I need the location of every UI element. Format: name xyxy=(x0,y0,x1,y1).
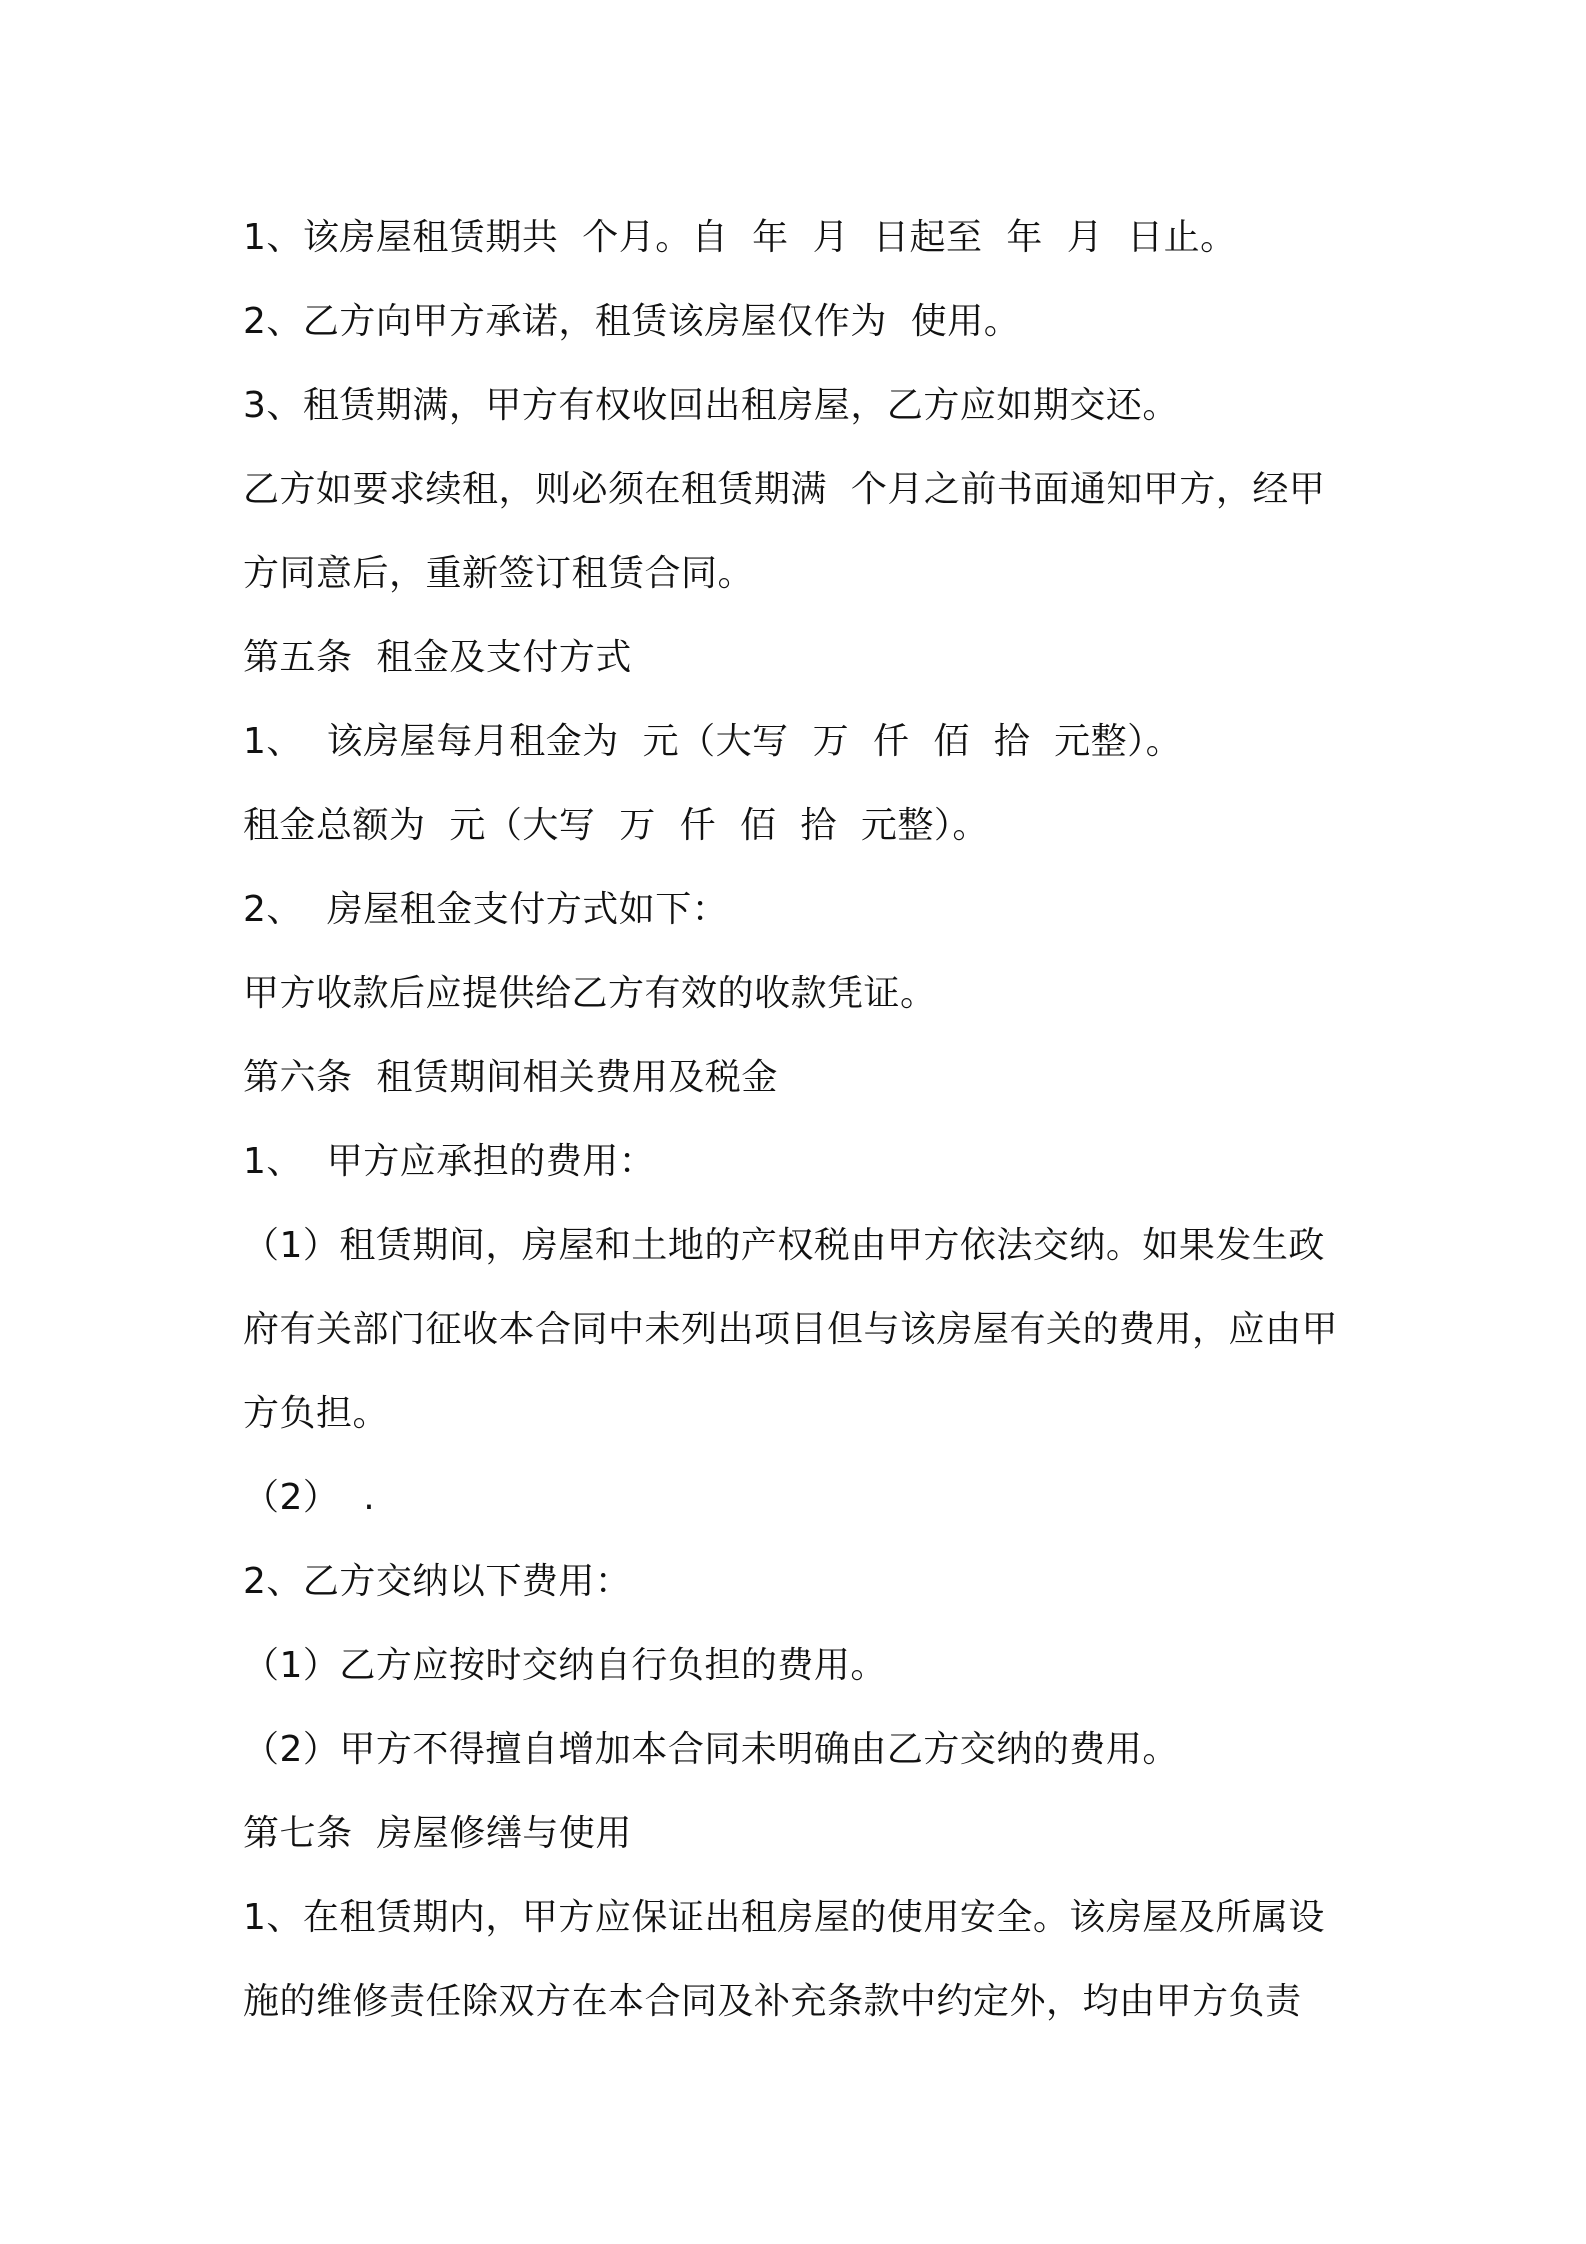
payment-method-clause: 2、 房屋租金支付方式如下： xyxy=(243,889,729,930)
party-b-fees-item-1: （1）乙方应按时交纳自行负担的费用。 xyxy=(243,1645,887,1686)
article-5-heading: 第五条 租金及支付方式 xyxy=(243,637,632,678)
property-tax-clause-line-3: 方负担。 xyxy=(243,1393,390,1434)
party-b-fees-clause: 2、乙方交纳以下费用： xyxy=(243,1561,632,1602)
usage-promise-clause: 2、乙方向甲方承诺，租赁该房屋仅作为 使用。 xyxy=(243,301,1021,342)
repair-clause-line-2: 施的维修责任除双方在本合同及补充条款中约定外，均由甲方负责 xyxy=(243,1981,1302,2022)
party-a-fees-clause: 1、 甲方应承担的费用： xyxy=(243,1141,656,1182)
property-tax-clause-line-1: （1）租赁期间，房屋和土地的产权税由甲方依法交纳。如果发生政 xyxy=(243,1225,1325,1266)
article-6-heading: 第六条 租赁期间相关费用及税金 xyxy=(243,1057,778,1098)
lease-term-clause: 1、该房屋租赁期共 个月。自 年 月 日起至 年 月 日止。 xyxy=(243,217,1237,258)
renewal-clause-line-1: 乙方如要求续租，则必须在租赁期满 个月之前书面通知甲方，经甲 xyxy=(243,469,1326,510)
lease-expiry-clause: 3、租赁期满，甲方有权收回出租房屋，乙方应如期交还。 xyxy=(243,385,1179,426)
total-rent-clause: 租金总额为 元（大写 万 仟 佰 拾 元整）。 xyxy=(243,805,989,846)
article-7-heading: 第七条 房屋修缮与使用 xyxy=(243,1813,632,1854)
contract-text xyxy=(243,196,1363,2044)
renewal-clause-line-2: 方同意后，重新签订租赁合同。 xyxy=(243,553,755,594)
party-a-fees-item-2: （2） . xyxy=(243,1477,376,1518)
monthly-rent-clause: 1、 该房屋每月租金为 元（大写 万 仟 佰 拾 元整）。 xyxy=(243,721,1183,762)
party-b-fees-item-2: （2）甲方不得擅自增加本合同未明确由乙方交纳的费用。 xyxy=(243,1729,1179,1770)
property-tax-clause-line-2: 府有关部门征收本合同中未列出项目但与该房屋有关的费用，应由甲 xyxy=(243,1309,1339,1350)
receipt-clause: 甲方收款后应提供给乙方有效的收款凭证。 xyxy=(243,973,937,1014)
repair-clause-line-1: 1、在租赁期内，甲方应保证出租房屋的使用安全。该房屋及所属设 xyxy=(243,1897,1325,1938)
